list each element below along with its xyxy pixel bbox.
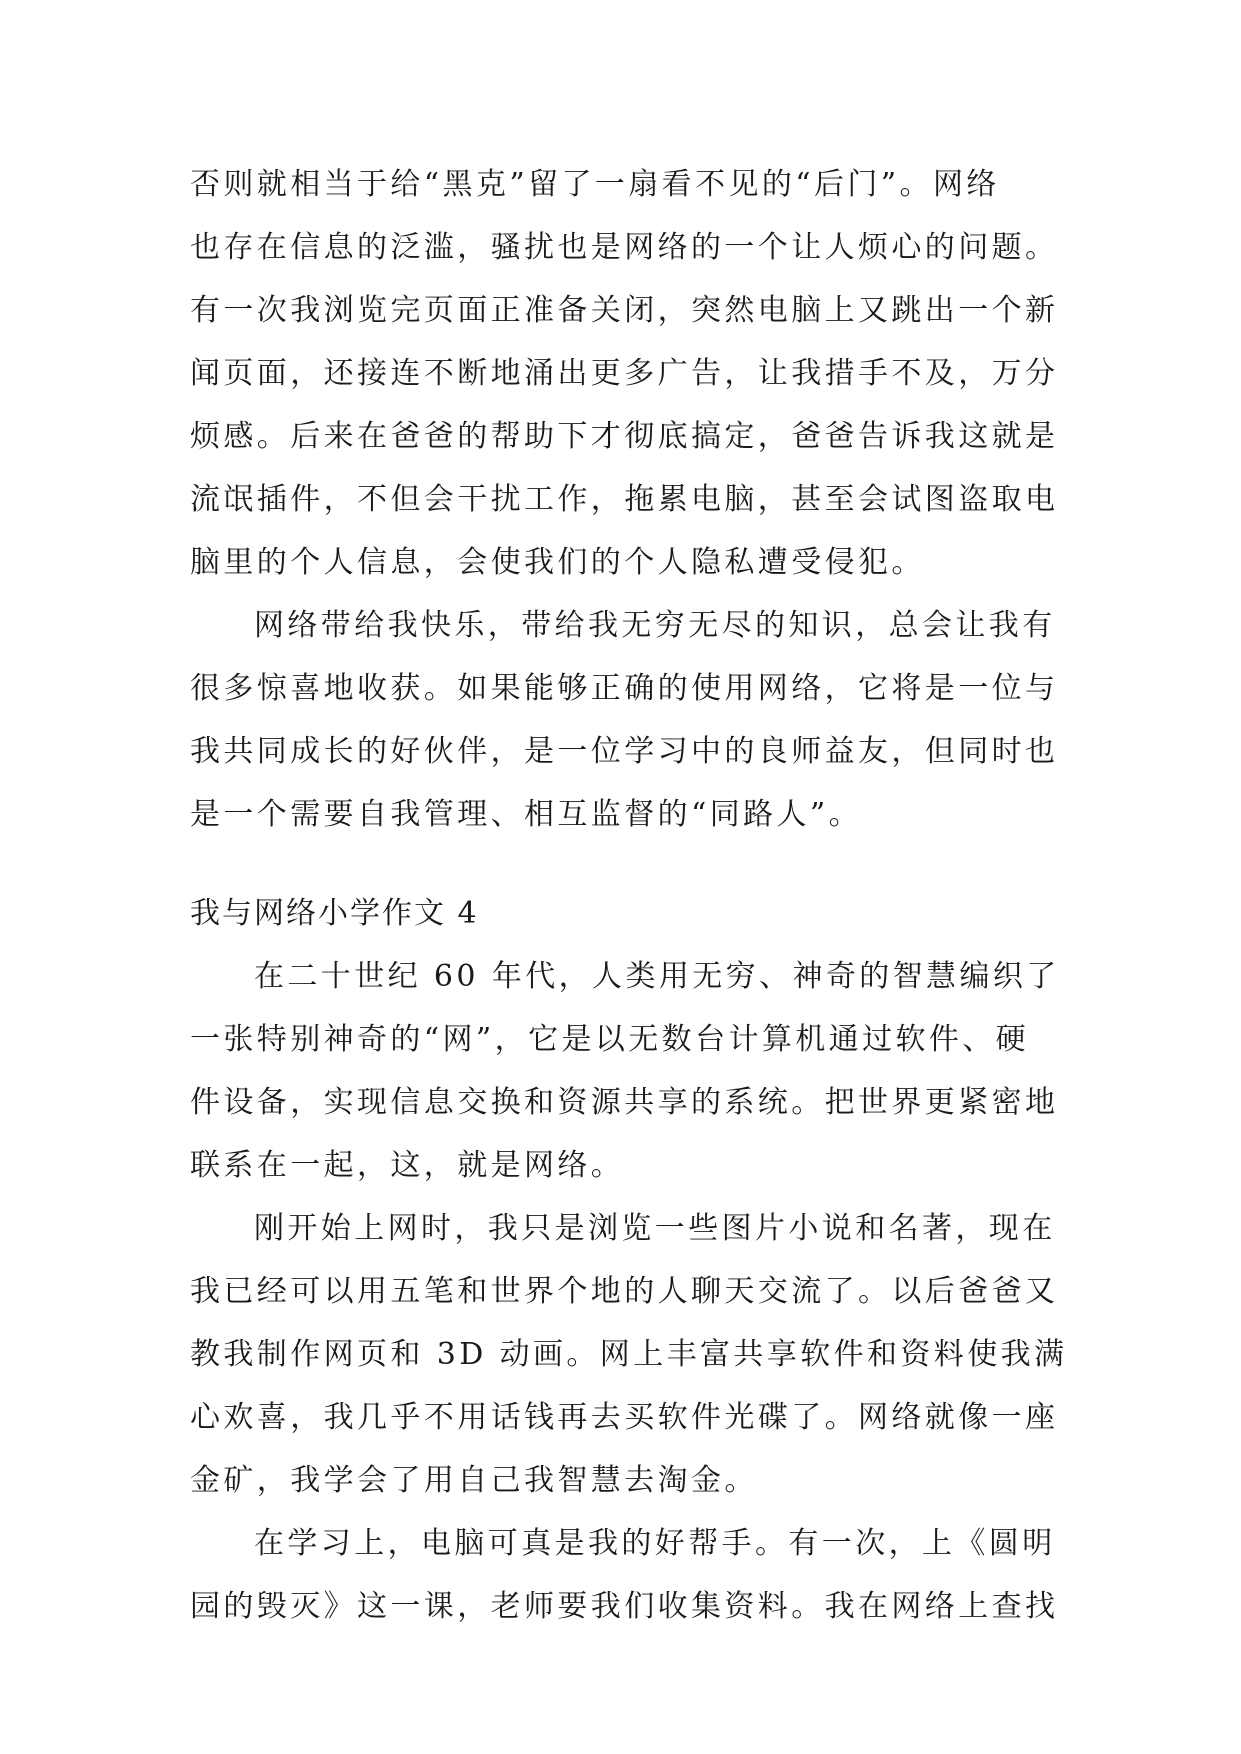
text-line: 流氓插件，不但会干扰工作，拖累电脑，甚至会试图盗取电	[190, 482, 1059, 517]
text-line: 园的毁灭》这一课，老师要我们收集资料。我在网络上查找	[190, 1589, 1059, 1624]
text-line: 烦感。后来在爸爸的帮助下才彻底搞定，爸爸告诉我这就是	[190, 419, 1059, 454]
text-line: 件设备，实现信息交换和资源共享的系统。把世界更紧密地	[190, 1085, 1059, 1120]
text-line: 是一个需要自我管理、相互监督的“同路人”。	[190, 797, 863, 832]
paragraph-first-line: 在学习上，电脑可真是我的好帮手。有一次，上《圆明	[254, 1526, 1056, 1561]
text-line: 脑里的个人信息，会使我们的个人隐私遭受侵犯。	[190, 545, 925, 580]
paragraph-first-line: 网络带给我快乐，带给我无穷无尽的知识，总会让我有	[254, 608, 1056, 643]
paragraph-first-line: 在二十世纪 60 年代，人类用无穷、神奇的智慧编织了	[254, 959, 1060, 994]
text-line: 很多惊喜地收获。如果能够正确的使用网络，它将是一位与	[190, 671, 1059, 706]
text-line: 有一次我浏览完页面正准备关闭，突然电脑上又跳出一个新	[190, 293, 1059, 328]
text-line: 也存在信息的泛滥，骚扰也是网络的一个让人烦心的问题。	[190, 230, 1059, 265]
section-heading: 我与网络小学作文 4	[190, 896, 479, 931]
text-line: 我共同成长的好伙伴，是一位学习中的良师益友，但同时也	[190, 734, 1059, 769]
text-line: 教我制作网页和 3D 动画。网上丰富共享软件和资料使我满	[190, 1337, 1068, 1372]
text-line: 心欢喜，我几乎不用话钱再去买软件光碟了。网络就像一座	[190, 1400, 1059, 1435]
text-line: 闻页面，还接连不断地涌出更多广告，让我措手不及，万分	[190, 356, 1059, 391]
text-line: 我已经可以用五笔和世界个地的人聊天交流了。以后爸爸又	[190, 1274, 1059, 1309]
text-line: 金矿，我学会了用自己我智慧去淘金。	[190, 1463, 758, 1498]
paragraph-first-line: 刚开始上网时，我只是浏览一些图片小说和名著，现在	[254, 1211, 1056, 1246]
text-line: 一张特别神奇的“网”，它是以无数台计算机通过软件、硬	[190, 1022, 1030, 1057]
text-line: 否则就相当于给“黑克”留了一扇看不见的“后门”。网络	[190, 167, 1000, 202]
text-line: 联系在一起，这，就是网络。	[190, 1148, 625, 1183]
